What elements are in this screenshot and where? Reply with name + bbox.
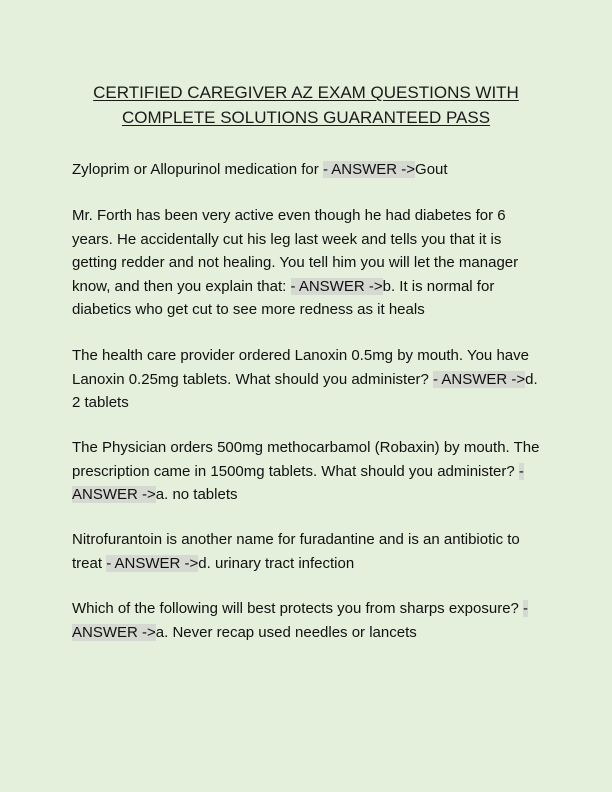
qa-item <box>72 344 542 415</box>
answer-text: a. no tablets <box>155 486 238 503</box>
qa-item <box>72 204 542 322</box>
document-title <box>60 80 552 130</box>
question-text: Mr. Forth has been very active even though he had diabetes for 6 years. He accidentally cut his leg last week and tells you that it is getting redder and not healing. You tell him you will let the manager know, and then you explain that: <box>72 207 519 295</box>
answer-text: a. Never recap used needles or lancets <box>155 623 417 641</box>
question-text: Which of the following will best protects you from sharps exposure? <box>72 600 524 617</box>
title-line-1: CERTIFIED CAREGIVER AZ EXAM QUESTIONS WITH <box>93 83 519 102</box>
answer-marker: - ANSWER -> <box>290 277 383 295</box>
qa-item <box>72 528 542 575</box>
answer-marker: - ANSWER -> <box>72 462 524 503</box>
answer-text: d. urinary tract infection <box>198 554 355 572</box>
question-text: Zyloprim or Allopurinol medication for <box>72 161 323 178</box>
answer-marker: - ANSWER -> <box>433 370 526 388</box>
answer-text: b. It is normal for diabetics who get cut to see more redness as it heals <box>72 277 495 318</box>
answer-marker: - ANSWER -> <box>106 554 199 572</box>
answer-marker: - ANSWER -> <box>72 600 529 641</box>
answer-text: d. 2 tablets <box>72 370 538 411</box>
question-text: Nitrofurantoin is another name for furadantine and is an antibiotic to treat <box>72 531 520 572</box>
answer-text: Gout <box>415 161 448 178</box>
question-text: The health care provider ordered Lanoxin 0.5mg by mouth. You have Lanoxin 0.25mg tablets. What should you administer? <box>72 347 529 388</box>
qa-item <box>72 436 542 507</box>
title-line-2: COMPLETE SOLUTIONS GUARANTEED PASS <box>121 108 491 127</box>
qa-item <box>72 158 542 182</box>
question-text: The Physician orders 500mg methocarbamol (Robaxin) by mouth. The prescription came in 1500mg tablets. What should you administer? <box>72 439 540 480</box>
qa-item <box>72 597 542 644</box>
answer-marker: - ANSWER -> <box>322 161 416 178</box>
